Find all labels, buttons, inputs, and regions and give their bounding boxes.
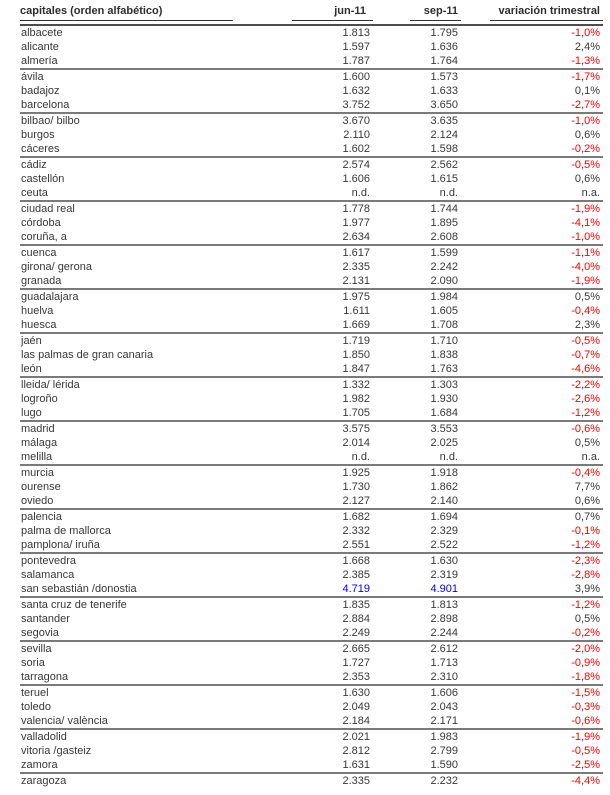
variacion-value-cell: -2,3% — [571, 555, 600, 567]
jun-11-value-cell: 1.682 — [342, 511, 370, 523]
variacion-value-cell: -4,1% — [571, 217, 600, 229]
jun-11-value-cell: 1.597 — [342, 41, 370, 53]
table-row — [20, 538, 603, 553]
jun-11-value-cell: 4.719 — [342, 583, 370, 595]
city-name-cell: pamplona/ iruña — [21, 539, 100, 551]
sep-11-value-cell: 1.615 — [430, 173, 458, 185]
sep-11-value-cell: 2.124 — [430, 129, 458, 141]
jun-11-value-cell: 1.982 — [342, 393, 370, 405]
jun-11-value-cell: 1.778 — [342, 203, 370, 215]
jun-11-value-cell: 1.600 — [342, 71, 370, 83]
sep-11-value-cell: 4.901 — [430, 583, 458, 595]
header-sep-11: sep-11 — [373, 4, 461, 25]
variacion-value-cell: 2,4% — [574, 41, 600, 53]
city-name-cell: zaragoza — [21, 775, 67, 787]
city-name-cell: albacete — [21, 27, 63, 39]
table-row — [20, 773, 603, 788]
jun-11-value-cell: 3.575 — [342, 423, 370, 435]
city-name-cell: huesca — [21, 319, 57, 331]
jun-11-value-cell: 2.332 — [342, 525, 370, 537]
city-name-cell: madrid — [21, 423, 55, 435]
jun-11-value-cell: 1.332 — [342, 379, 370, 391]
table-row — [20, 392, 603, 406]
jun-11-value-cell: 1.719 — [342, 335, 370, 347]
sep-11-value-cell: 2.140 — [430, 495, 458, 507]
variacion-value-cell: 7,7% — [574, 481, 600, 493]
header-variacion-trimestral: variación trimestral — [461, 4, 603, 25]
variacion-value-cell: -2,7% — [571, 99, 600, 111]
variacion-value-cell: -1,9% — [571, 731, 600, 743]
city-name-cell: ceuta — [21, 187, 48, 199]
header-row — [20, 4, 603, 25]
jun-11-value-cell: 1.630 — [342, 687, 370, 699]
table-row — [20, 230, 603, 245]
city-name-cell: cuenca — [21, 247, 57, 259]
variacion-value-cell: -0,5% — [571, 745, 600, 757]
jun-11-value-cell: 2.131 — [342, 275, 370, 287]
variacion-value-cell: 0,6% — [574, 129, 600, 141]
city-name-cell: valencia/ valència — [21, 715, 108, 727]
table-row — [20, 406, 603, 421]
jun-11-value-cell: 2.249 — [342, 627, 370, 639]
sep-11-value-cell: 3.650 — [430, 99, 458, 111]
table-row — [20, 318, 603, 333]
table-row — [20, 641, 603, 656]
table-row — [20, 186, 603, 201]
city-name-cell: guadalajara — [21, 291, 79, 303]
city-name-cell: toledo — [21, 701, 51, 713]
city-name-cell: león — [21, 363, 42, 375]
header-jun-11: jun-11 — [300, 4, 373, 25]
jun-11-value-cell: 1.727 — [342, 657, 370, 669]
sep-11-value-cell: 1.984 — [430, 291, 458, 303]
jun-11-value-cell: 2.884 — [342, 613, 370, 625]
table-row — [20, 216, 603, 230]
sep-11-value-cell: 2.242 — [430, 261, 458, 273]
jun-11-value-cell: 1.847 — [342, 363, 370, 375]
variacion-value-cell: -2,5% — [571, 759, 600, 771]
table-row — [20, 465, 603, 480]
sep-11-value-cell: 1.838 — [430, 349, 458, 361]
table-row — [20, 656, 603, 670]
table-row — [20, 25, 603, 40]
sep-11-value-cell: 1.813 — [430, 599, 458, 611]
variacion-value-cell: -0,1% — [571, 525, 600, 537]
city-name-cell: salamanca — [21, 569, 75, 581]
table-row — [20, 157, 603, 172]
sep-11-value-cell: 2.329 — [430, 525, 458, 537]
jun-11-value-cell: 1.606 — [342, 173, 370, 185]
variacion-value-cell: -2,2% — [571, 379, 600, 391]
sep-11-value-cell: 1.636 — [430, 41, 458, 53]
jun-11-value-cell: 2.812 — [342, 745, 370, 757]
city-name-cell: teruel — [21, 687, 49, 699]
jun-11-value-cell: 1.617 — [342, 247, 370, 259]
header-capitales: capitales (orden alfabético) — [20, 4, 300, 25]
jun-11-value-cell: 1.835 — [342, 599, 370, 611]
sep-11-value-cell: 1.590 — [430, 759, 458, 771]
sep-11-value-cell: 1.694 — [430, 511, 458, 523]
variacion-value-cell: -1,2% — [571, 407, 600, 419]
sep-11-value-cell: 1.599 — [430, 247, 458, 259]
sep-11-value-cell: 1.795 — [430, 27, 458, 39]
city-name-cell: las palmas de gran canaria — [21, 349, 154, 361]
variacion-value-cell: -1,0% — [571, 27, 600, 39]
table-row — [20, 377, 603, 392]
jun-11-value-cell: 2.014 — [342, 437, 370, 449]
sep-11-value-cell: 2.232 — [430, 775, 458, 787]
jun-11-value-cell: 1.632 — [342, 85, 370, 97]
jun-11-value-cell: 2.665 — [342, 643, 370, 655]
city-name-cell: almería — [21, 55, 58, 67]
table-row — [20, 362, 603, 377]
city-name-cell: cádiz — [21, 159, 47, 171]
city-name-cell: lleida/ lérida — [21, 379, 80, 391]
city-name-cell: santa cruz de tenerife — [21, 599, 127, 611]
city-name-cell: soria — [21, 657, 45, 669]
city-name-cell: córdoba — [21, 217, 61, 229]
table-row — [20, 421, 603, 436]
variacion-value-cell: -0,2% — [571, 143, 600, 155]
sep-11-value-cell: 3.553 — [430, 423, 458, 435]
variacion-value-cell: n.a. — [581, 187, 600, 199]
table-row — [20, 582, 603, 597]
city-name-cell: cáceres — [21, 143, 60, 155]
variacion-value-cell: 0,5% — [574, 291, 600, 303]
variacion-value-cell: -0,5% — [571, 159, 600, 171]
table-row — [20, 670, 603, 685]
city-name-cell: zamora — [21, 759, 58, 771]
jun-11-value-cell: 1.850 — [342, 349, 370, 361]
sep-11-value-cell: 1.930 — [430, 393, 458, 405]
variacion-value-cell: -1,2% — [571, 599, 600, 611]
sep-11-value-cell: 1.303 — [430, 379, 458, 391]
variacion-value-cell: -1,9% — [571, 275, 600, 287]
city-name-cell: badajoz — [21, 85, 60, 97]
variacion-value-cell: 0,5% — [574, 613, 600, 625]
variacion-value-cell: -1,0% — [571, 115, 600, 127]
table-body — [20, 25, 603, 788]
city-name-cell: girona/ gerona — [21, 261, 92, 273]
city-name-cell: coruña, a — [21, 231, 67, 243]
table-row — [20, 553, 603, 568]
city-name-cell: ourense — [21, 481, 61, 493]
sep-11-value-cell: 1.710 — [430, 335, 458, 347]
table-row — [20, 40, 603, 54]
sep-11-value-cell: 1.862 — [430, 481, 458, 493]
sep-11-value-cell: 1.713 — [430, 657, 458, 669]
variacion-value-cell: -1,2% — [571, 539, 600, 551]
table-row — [20, 113, 603, 128]
table-row — [20, 626, 603, 641]
table-row — [20, 509, 603, 524]
city-name-cell: oviedo — [21, 495, 54, 507]
variacion-value-cell: -1,9% — [571, 203, 600, 215]
capitals-price-table — [20, 4, 603, 788]
variacion-value-cell: -0,3% — [571, 701, 600, 713]
jun-11-value-cell: 2.021 — [342, 731, 370, 743]
table-row — [20, 201, 603, 216]
sep-11-value-cell: 1.598 — [430, 143, 458, 155]
jun-11-value-cell: 2.574 — [342, 159, 370, 171]
variacion-value-cell: 3,9% — [574, 583, 600, 595]
jun-11-value-cell: 1.730 — [342, 481, 370, 493]
sep-11-value-cell: 1.895 — [430, 217, 458, 229]
table-row — [20, 348, 603, 362]
variacion-value-cell: -0,5% — [571, 335, 600, 347]
city-name-cell: burgos — [21, 129, 55, 141]
table-row — [20, 304, 603, 318]
variacion-value-cell: -1,3% — [571, 55, 600, 67]
table-row — [20, 714, 603, 729]
table-row — [20, 98, 603, 113]
city-name-cell: ávila — [21, 71, 44, 83]
table-row — [20, 758, 603, 773]
variacion-value-cell: -1,8% — [571, 671, 600, 683]
table-row — [20, 597, 603, 612]
jun-11-value-cell: n.d. — [351, 451, 370, 463]
sep-11-value-cell: 1.763 — [430, 363, 458, 375]
jun-11-value-cell: 1.787 — [342, 55, 370, 67]
sep-11-value-cell: 1.633 — [430, 85, 458, 97]
sep-11-value-cell: 2.244 — [430, 627, 458, 639]
variacion-value-cell: -0,7% — [571, 349, 600, 361]
city-name-cell: segovia — [21, 627, 59, 639]
variacion-value-cell: 0,5% — [574, 437, 600, 449]
jun-11-value-cell: 1.668 — [342, 555, 370, 567]
sep-11-value-cell: n.d. — [439, 451, 458, 463]
sep-11-value-cell: 2.025 — [430, 437, 458, 449]
jun-11-value-cell: n.d. — [351, 187, 370, 199]
city-name-cell: valladolid — [21, 731, 67, 743]
variacion-value-cell: -1,0% — [571, 231, 600, 243]
jun-11-value-cell: 1.602 — [342, 143, 370, 155]
city-name-cell: palma de mallorca — [21, 525, 111, 537]
sep-11-value-cell: 1.573 — [430, 71, 458, 83]
table-row — [20, 568, 603, 582]
variacion-value-cell: -0,6% — [571, 715, 600, 727]
variacion-value-cell: 0,6% — [574, 173, 600, 185]
city-name-cell: vitoria /gasteiz — [21, 745, 92, 757]
table-row — [20, 480, 603, 494]
jun-11-value-cell: 2.634 — [342, 231, 370, 243]
table-row — [20, 84, 603, 98]
sep-11-value-cell: 2.799 — [430, 745, 458, 757]
jun-11-value-cell: 2.335 — [342, 775, 370, 787]
variacion-value-cell: -0,6% — [571, 423, 600, 435]
table-row — [20, 260, 603, 274]
variacion-value-cell: -4,0% — [571, 261, 600, 273]
table-row — [20, 436, 603, 450]
table-header — [20, 4, 603, 25]
city-name-cell: jaén — [21, 335, 42, 347]
jun-11-value-cell: 1.611 — [343, 305, 370, 317]
city-name-cell: logroño — [21, 393, 58, 405]
city-name-cell: pontevedra — [21, 555, 77, 567]
table-row — [20, 142, 603, 157]
sep-11-value-cell: 2.043 — [430, 701, 458, 713]
city-name-cell: huelva — [21, 305, 54, 317]
sep-11-value-cell: 1.764 — [430, 55, 458, 67]
sep-11-value-cell: 1.744 — [430, 203, 458, 215]
city-name-cell: melilla — [21, 451, 53, 463]
table-row — [20, 744, 603, 758]
sep-11-value-cell: 2.171 — [430, 715, 458, 727]
table-row — [20, 274, 603, 289]
city-name-cell: málaga — [21, 437, 58, 449]
sep-11-value-cell: 2.612 — [430, 643, 458, 655]
variacion-value-cell: -0,9% — [571, 657, 600, 669]
jun-11-value-cell: 2.353 — [342, 671, 370, 683]
jun-11-value-cell: 2.184 — [342, 715, 370, 727]
variacion-value-cell: 0,6% — [574, 495, 600, 507]
variacion-value-cell: -1,7% — [571, 71, 600, 83]
jun-11-value-cell: 3.670 — [342, 115, 370, 127]
jun-11-value-cell: 1.925 — [342, 467, 370, 479]
table-row — [20, 524, 603, 538]
jun-11-value-cell: 1.669 — [342, 319, 370, 331]
jun-11-value-cell: 1.975 — [342, 291, 370, 303]
sep-11-value-cell: 1.605 — [430, 305, 458, 317]
jun-11-value-cell: 3.752 — [342, 99, 370, 111]
city-name-cell: sevilla — [21, 643, 52, 655]
table-row — [20, 128, 603, 142]
sep-11-value-cell: 2.319 — [430, 569, 458, 581]
table-row — [20, 612, 603, 626]
variacion-value-cell: 2,3% — [574, 319, 600, 331]
variacion-value-cell: 0,7% — [574, 511, 600, 523]
table-row — [20, 685, 603, 700]
sep-11-value-cell: 2.522 — [430, 539, 458, 551]
jun-11-value-cell: 1.705 — [342, 407, 370, 419]
jun-11-value-cell: 1.813 — [342, 27, 370, 39]
table-row — [20, 69, 603, 84]
variacion-value-cell: -0,4% — [571, 467, 600, 479]
city-name-cell: tarragona — [21, 671, 69, 683]
variacion-value-cell: -1,1% — [571, 247, 600, 259]
variacion-value-cell: -1,5% — [571, 687, 600, 699]
table-row — [20, 172, 603, 186]
sep-11-value-cell: n.d. — [439, 187, 458, 199]
sep-11-value-cell: 3.635 — [430, 115, 458, 127]
jun-11-value-cell: 1.977 — [342, 217, 370, 229]
jun-11-value-cell: 2.110 — [343, 129, 370, 141]
table-row — [20, 494, 603, 509]
jun-11-value-cell: 2.551 — [342, 539, 370, 551]
sep-11-value-cell: 2.090 — [430, 275, 458, 287]
jun-11-value-cell: 1.631 — [342, 759, 370, 771]
variacion-value-cell: -4,4% — [571, 775, 600, 787]
city-name-cell: castellón — [21, 173, 65, 185]
city-name-cell: lugo — [21, 407, 42, 419]
city-name-cell: murcia — [21, 467, 55, 479]
sep-11-value-cell: 2.898 — [430, 613, 458, 625]
sep-11-value-cell: 1.606 — [430, 687, 458, 699]
table-row — [20, 289, 603, 304]
jun-11-value-cell: 2.385 — [342, 569, 370, 581]
city-name-cell: santander — [21, 613, 70, 625]
sep-11-value-cell: 1.708 — [430, 319, 458, 331]
table-row — [20, 450, 603, 465]
variacion-value-cell: -0,2% — [571, 627, 600, 639]
jun-11-value-cell: 2.049 — [342, 701, 370, 713]
sep-11-value-cell: 2.562 — [430, 159, 458, 171]
jun-11-value-cell: 2.127 — [342, 495, 370, 507]
variacion-value-cell: -2,0% — [571, 643, 600, 655]
table-row — [20, 729, 603, 744]
sep-11-value-cell: 2.310 — [430, 671, 458, 683]
sep-11-value-cell: 1.630 — [430, 555, 458, 567]
sep-11-value-cell: 1.918 — [430, 467, 458, 479]
table-row — [20, 700, 603, 714]
variacion-value-cell: -4,6% — [571, 363, 600, 375]
sep-11-value-cell: 1.983 — [430, 731, 458, 743]
sep-11-value-cell: 2.608 — [430, 231, 458, 243]
table-row — [20, 333, 603, 348]
jun-11-value-cell: 2.335 — [342, 261, 370, 273]
variacion-value-cell: -2,6% — [571, 393, 600, 405]
variacion-value-cell: n.a. — [581, 451, 600, 463]
city-name-cell: alicante — [21, 41, 59, 53]
variacion-value-cell: -0,4% — [571, 305, 600, 317]
city-name-cell: ciudad real — [21, 203, 75, 215]
city-name-cell: palencia — [21, 511, 62, 523]
table-row — [20, 245, 603, 260]
city-name-cell: bilbao/ bilbo — [21, 115, 80, 127]
sep-11-value-cell: 1.684 — [430, 407, 458, 419]
city-name-cell: san sebastián /donostia — [21, 583, 137, 595]
city-name-cell: barcelona — [21, 99, 70, 111]
variacion-value-cell: 0,1% — [574, 85, 600, 97]
table-row — [20, 54, 603, 69]
city-name-cell: granada — [21, 275, 62, 287]
variacion-value-cell: -2,8% — [571, 569, 600, 581]
